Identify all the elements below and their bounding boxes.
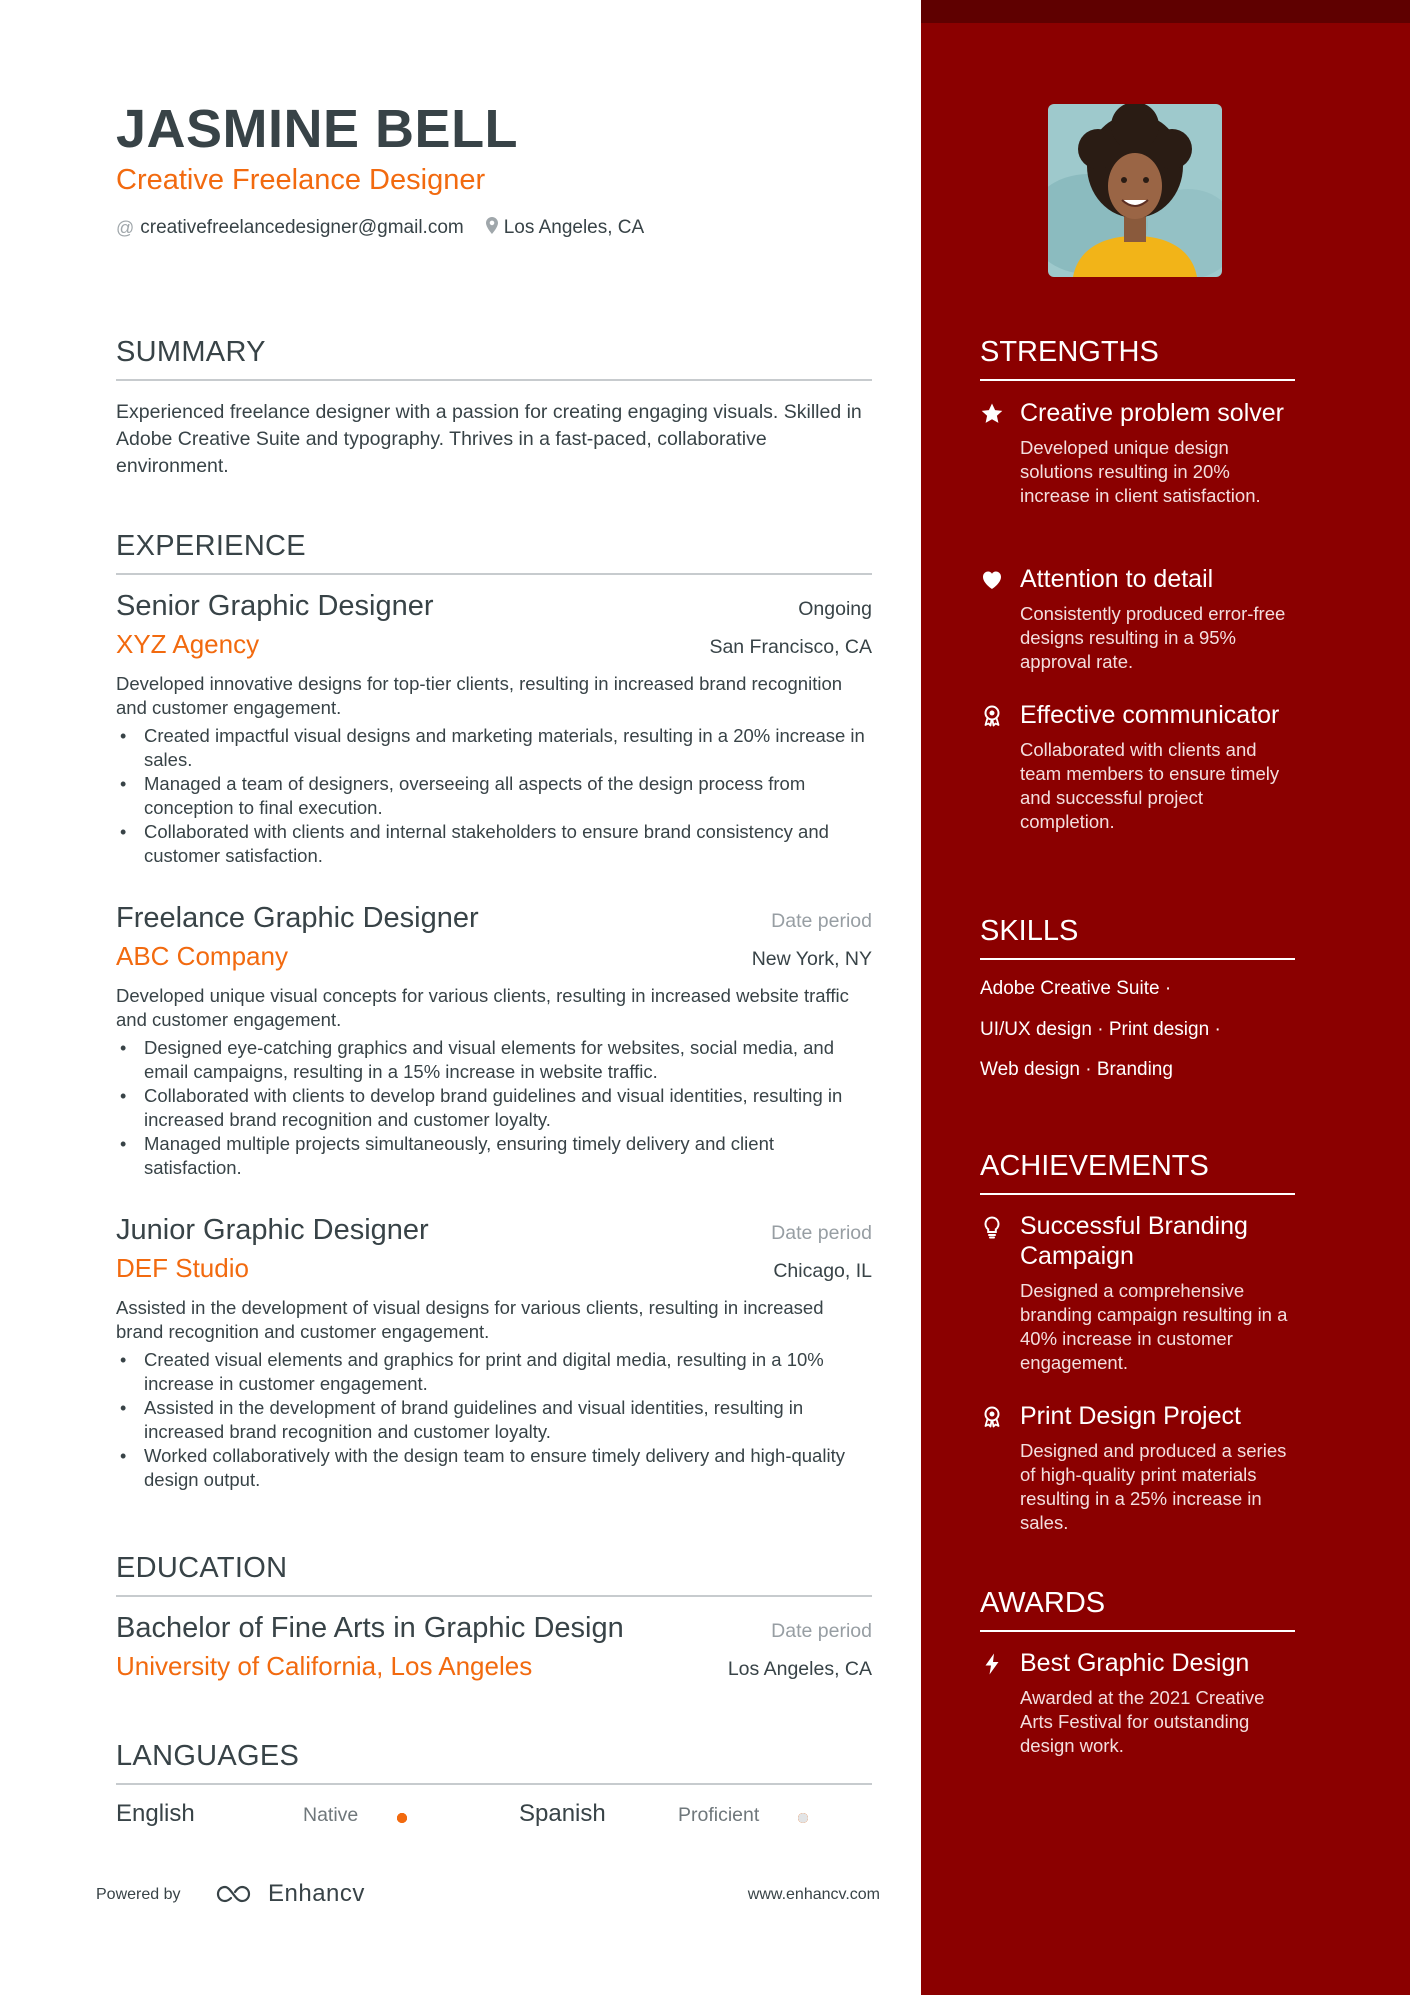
language-level: Native (303, 1804, 359, 1826)
achievement-text: Designed a comprehensive branding campaign resulting in a 40% increase in customer engagement. (1020, 1280, 1288, 1373)
job-description: Assisted in the development of visual designs for various clients, resulting in increased brand recognition and customer engagement. (116, 1297, 824, 1342)
job-bullet: • Managed multiple projects simultaneously, ensuring timely delivery and client satisfaction. (116, 1132, 872, 1180)
skills-line: Web design · Branding (980, 1059, 1173, 1080)
strength-text: Developed unique design solutions resulting in 20% increase in client satisfaction. (1020, 437, 1261, 506)
skills-heading: SKILLS (980, 915, 1295, 960)
achievement-title: Print Design Project (1020, 1402, 1241, 1430)
heart-icon (980, 568, 1004, 592)
bolt-icon (980, 1652, 1004, 1676)
strength-title: Attention to detail (1020, 565, 1214, 593)
strength-item (980, 700, 1300, 834)
award-text: Awarded at the 2021 Creative Arts Festival for outstanding design work. (1020, 1687, 1265, 1756)
strength-item (980, 398, 1300, 508)
footer (96, 1882, 880, 1912)
achievement-title: Successful Branding Campaign (1020, 1212, 1248, 1270)
strengths-heading: STRENGTHS (980, 336, 1295, 381)
lightbulb-icon (980, 1215, 1004, 1239)
languages-heading: LANGUAGES (116, 1740, 872, 1785)
sidebar-top-bar (921, 0, 1410, 23)
job-entry (116, 590, 872, 868)
strength-title: Creative problem solver (1020, 399, 1284, 427)
location-pin-icon (486, 217, 498, 239)
star-icon (980, 402, 1004, 426)
education-heading: EDUCATION (116, 1552, 872, 1597)
achievement-item (980, 1211, 1300, 1375)
job-company: XYZ Agency (116, 629, 260, 659)
job-title: Junior Graphic Designer (116, 1214, 429, 1246)
job-title: Senior Graphic Designer (116, 590, 434, 622)
enhancv-logo-icon (214, 1883, 260, 1905)
job-bullet: • Managed a team of designers, overseeing all aspects of the design process from conception to final execution. (116, 772, 872, 820)
award-icon (980, 704, 1004, 728)
job-bullet: • Created impactful visual designs and marketing materials, resulting in a 20% increase in sales. (116, 724, 872, 772)
job-title: Freelance Graphic Designer (116, 902, 479, 934)
job-company: DEF Studio (116, 1253, 249, 1283)
strength-item (980, 564, 1300, 674)
candidate-title: Creative Freelance Designer (116, 164, 486, 196)
skills-line: Adobe Creative Suite · (980, 978, 1172, 999)
summary-text: Experienced freelance designer with a passion for creating engaging visuals. Skilled in Adobe Creative Suite and typography. Thrives in a fast-paced, collaborative environment. (116, 401, 862, 477)
strength-title: Effective communicator (1020, 701, 1280, 729)
enhancv-logo-text: Enhancv (268, 1880, 365, 1907)
job-bullets (116, 1036, 872, 1180)
school-location: Los Angeles, CA (727, 1658, 872, 1680)
job-description: Developed unique visual concepts for various clients, resulting in increased website traffic and customer engagement. (116, 985, 849, 1030)
job-entry (116, 1214, 872, 1492)
website-link[interactable]: www.enhancv.com (747, 1886, 880, 1903)
award-icon (980, 1405, 1004, 1429)
achievement-text: Designed and produced a series of high-quality print materials resulting in a 25% increase in sales. (1020, 1440, 1287, 1533)
education-date: Date period (771, 1620, 872, 1642)
job-date: Date period (771, 910, 872, 932)
awards-heading: AWARDS (980, 1587, 1295, 1632)
language-level: Proficient (678, 1804, 760, 1826)
job-bullet: • Created visual elements and graphics for print and digital media, resulting in a 10% increase in customer engagement. (116, 1348, 872, 1396)
job-bullet: • Worked collaboratively with the design team to ensure timely delivery and high-quality design output. (116, 1444, 872, 1492)
candidate-name: JASMINE BELL (116, 99, 519, 159)
degree: Bachelor of Fine Arts in Graphic Design (116, 1612, 624, 1644)
job-location: San Francisco, CA (709, 636, 872, 658)
powered-by-label: Powered by (96, 1886, 181, 1903)
at-icon: @ (116, 217, 135, 238)
email[interactable]: creativefreelancedesigner@gmail.com (140, 217, 464, 238)
job-location: New York, NY (751, 948, 872, 970)
award-item (980, 1648, 1300, 1758)
achievements-heading: ACHIEVEMENTS (980, 1150, 1295, 1195)
language-name: Spanish (519, 1800, 606, 1827)
job-entry (116, 902, 872, 1180)
contact-info (116, 217, 644, 239)
experience-heading: EXPERIENCE (116, 530, 872, 575)
rating-dot (798, 1813, 808, 1823)
enhancv-logo[interactable] (214, 1880, 365, 1908)
achievement-item (980, 1401, 1300, 1535)
job-bullets (116, 724, 872, 868)
skills-line: UI/UX design · Print design · (980, 1019, 1221, 1040)
job-bullet: • Assisted in the development of brand guidelines and visual identities, resulting in increased brand recognition and customer loyalty. (116, 1396, 872, 1444)
language-name: English (116, 1800, 195, 1827)
summary-heading: SUMMARY (116, 336, 872, 381)
education-entry (116, 1612, 872, 1682)
job-location: Chicago, IL (773, 1260, 872, 1282)
job-date: Date period (771, 1222, 872, 1244)
job-bullet: • Designed eye-catching graphics and visual elements for websites, social media, and email campaigns, resulting in a 15% increase in website traffic. (116, 1036, 872, 1084)
job-company: ABC Company (116, 941, 288, 971)
profile-photo (1048, 104, 1222, 277)
job-bullet: • Collaborated with clients and internal stakeholders to ensure brand consistency and customer satisfaction. (116, 820, 872, 868)
job-date: Ongoing (798, 598, 872, 620)
job-bullet: • Collaborated with clients to develop brand guidelines and visual identities, resulting in increased brand recognition and customer loyalty. (116, 1084, 872, 1132)
location: Los Angeles, CA (503, 217, 645, 238)
job-description: Developed innovative designs for top-tier clients, resulting in increased brand recognition and customer engagement. (116, 673, 843, 718)
languages-row (116, 1800, 872, 1834)
job-bullets (116, 1348, 872, 1492)
rating-dot (397, 1813, 407, 1823)
school: University of California, Los Angeles (116, 1651, 533, 1681)
strength-text: Collaborated with clients and team members to ensure timely and successful project completion. (1020, 739, 1280, 832)
award-title: Best Graphic Design (1020, 1649, 1250, 1677)
strength-text: Consistently produced error-free designs resulting in a 95% approval rate. (1020, 603, 1286, 672)
